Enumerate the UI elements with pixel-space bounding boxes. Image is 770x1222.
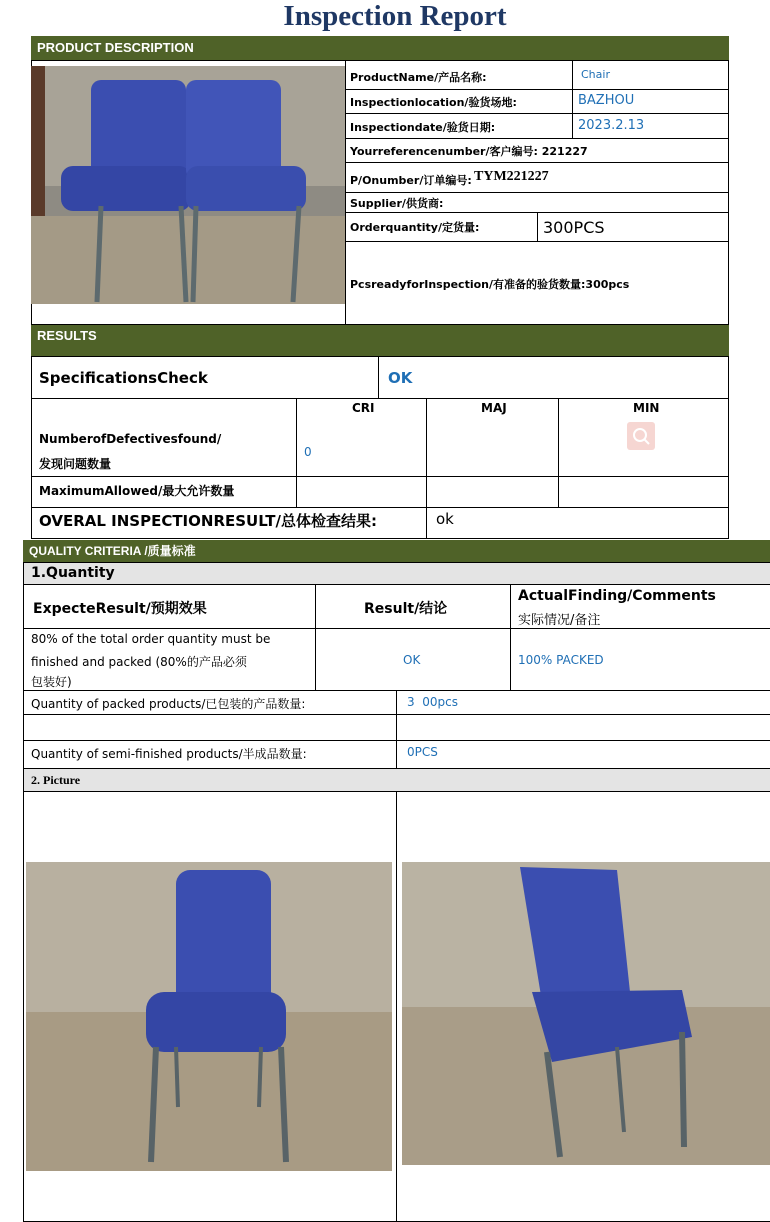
section-quantity-title: 1.Quantity [31,565,115,581]
col-expected-result: ExpecteResult/预期效果 [33,601,207,617]
semi-finished-value: 0PCS [407,745,438,759]
your-reference-number: Yourreferencenumber/客户编号: 221227 [350,145,588,158]
col-result: Result/结论 [364,601,448,617]
inspection-location-label: Inspectionlocation/验货场地: [350,96,517,109]
col-min-header: MIN [633,401,660,415]
defectives-label-line2: 发现问题数量 [39,457,112,471]
row1-expected-line1: 80% of the total order quantity must be [31,632,271,646]
supplier-label: Supplier/供货商: [350,197,444,210]
packed-quantity-value: 3 00pcs [407,695,458,709]
overall-result-value: ok [436,510,454,528]
order-quantity-value: 300PCS [543,218,605,237]
spec-check-value: OK [388,369,413,387]
inspection-location-value: BAZHOU [578,93,635,108]
overall-result-label: OVERAL INSPECTIONRESULT/总体检查结果: [39,512,378,530]
col-actual-finding: ActualFinding/Comments [518,588,716,604]
max-allowed-label: MaximumAllowed/最大允许数量 [39,484,235,498]
section-picture-title: 2. Picture [31,773,81,787]
results-header: RESULTS [31,325,729,356]
row1-expected-line3: 包装好) [31,675,72,689]
product-photo [31,66,345,304]
spec-check-label: SpecificationsCheck [39,369,208,387]
row1-actual: 100% PACKED [518,653,604,667]
defectives-label-line1: NumberofDefectivesfound/ [39,432,222,446]
row1-result: OK [403,653,421,667]
product-description-header: PRODUCT DESCRIPTION [31,36,729,60]
inspection-date-value: 2023.2.13 [578,118,645,133]
col-cri-header: CRI [352,401,375,415]
row1-expected-line2: finished and packed (80%的产品必须 [31,655,247,669]
packed-quantity-label: Quantity of packed products/已包装的产品数量: [31,697,306,711]
zoom-icon[interactable] [627,422,655,450]
col-actual-finding-cn: 实际情况/备注 [518,613,601,628]
quality-criteria-header: QUALITY CRITERIA /质量标准 [23,540,770,562]
defectives-cri-value: 0 [304,445,312,459]
po-number-value: TYM221227 [474,169,549,184]
section-picture-bar [24,769,770,791]
order-quantity-label: Orderquantity/定货量: [350,221,480,234]
report-title: Inspection Report [283,0,507,32]
product-name-label: ProductName/产品名称: [350,71,487,84]
chair-side-photo [402,862,770,1165]
col-maj-header: MAJ [481,401,507,415]
pcs-ready-label: PcsreadyforInspection/有准备的验货数量:300pcs [350,278,630,291]
semi-finished-label: Quantity of semi-finished products/半成品数量: [31,747,307,761]
section-quantity-bar [24,563,770,584]
inspection-date-label: Inspectiondate/验货日期: [350,121,496,134]
product-name-value: Chair [581,68,610,81]
chair-front-photo [26,862,392,1171]
po-number-label: P/Onumber/订单编号: [350,174,472,187]
